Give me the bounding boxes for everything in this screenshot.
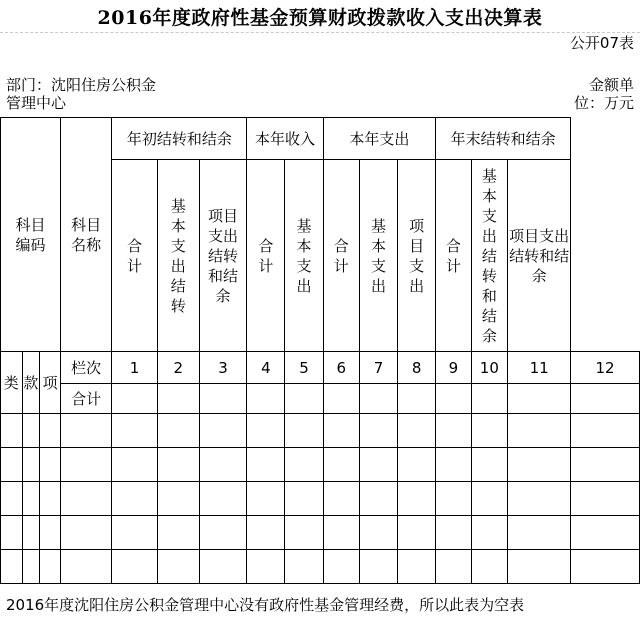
code-kuan: 款 [22,352,40,414]
header-subject-code: 科目编码 [1,118,61,352]
header-opening-balance: 年初结转和结余 [112,118,247,160]
column-number: 7 [359,352,397,384]
column-number: 8 [398,352,436,384]
table-row [1,448,640,482]
header-closing-total: 合计 [436,160,471,352]
header-closing-project: 项目支出结转和结余 [508,160,571,352]
table-row [1,516,640,550]
header-expense-total: 合计 [323,160,359,352]
header-subject-name: 科目名称 [60,118,111,352]
row-label-total: 合计 [60,384,111,414]
header-current-income: 本年收入 [247,118,323,160]
header-income-basic: 基本支出 [285,160,323,352]
department-label: 部门：沈阳住房公积金管理中心 [6,76,157,112]
form-number: 公开07表 [569,34,634,52]
row-label-column-no: 栏次 [60,352,111,384]
code-xiang: 项 [40,352,61,414]
column-number: 10 [471,352,508,384]
header-opening-basic: 基本支出结转 [157,160,199,352]
code-lei: 类 [1,352,23,414]
column-number: 4 [247,352,285,384]
column-number: 6 [323,352,359,384]
header-opening-project: 项目支出结转和结余 [199,160,247,352]
column-number: 9 [436,352,471,384]
header-expense-project: 项目支出 [398,160,436,352]
unit-label: 金额单位：万元 [574,76,635,112]
footer-note: 2016年度沈阳住房公积金管理中心没有政府性基金管理经费，所以此表为空表 [6,596,525,614]
table-row [1,414,640,448]
header-closing-balance: 年末结转和结余 [436,118,571,160]
budget-table [0,117,640,584]
column-number: 1 [112,352,158,384]
column-number: 3 [199,352,247,384]
column-number: 2 [157,352,199,384]
header-expense-basic: 基本支出 [359,160,397,352]
table-row [1,482,640,516]
table-row [1,550,640,584]
column-number: 11 [508,352,571,384]
header-current-expense: 本年支出 [323,118,436,160]
column-number: 12 [571,352,640,384]
column-number: 5 [285,352,323,384]
header-income-total: 合计 [247,160,285,352]
header-opening-total: 合计 [112,160,158,352]
report-title: 2016年度政府性基金预算财政拨款收入支出决算表 [97,6,543,29]
header-closing-basic: 基本支出结转和结余 [471,160,508,352]
